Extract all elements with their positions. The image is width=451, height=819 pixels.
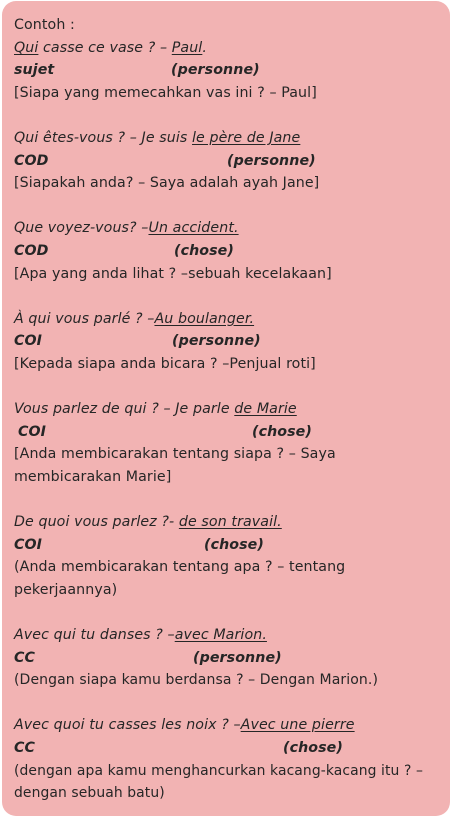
type-4: (personne) <box>172 333 261 350</box>
answer-1: Paul <box>171 39 203 56</box>
function-2: COD <box>14 152 49 169</box>
question-3: Que voyez-vous? –Un accident. <box>14 220 239 237</box>
answer-2: le père de Jane <box>192 129 301 146</box>
type-2: (personne) <box>227 152 316 169</box>
label-7 <box>14 647 444 670</box>
label-3 <box>14 240 444 263</box>
translation-4: [Kepada siapa anda bicara ? –Penjual roti] <box>14 355 316 372</box>
title: Contoh : <box>14 17 75 33</box>
label-8 <box>14 737 444 760</box>
translation-3: [Apa yang anda lihat ? –sebuah kecelakaan] <box>14 265 332 282</box>
label-4 <box>14 330 444 353</box>
function-6: COI <box>14 536 43 553</box>
label-1 <box>14 59 444 82</box>
label-6 <box>14 534 444 557</box>
translation-5: [Anda membicarakan tentang siapa ? – Saya membicarakan Marie] <box>14 446 336 485</box>
answer-4: Au boulanger. <box>154 310 255 327</box>
function-8: CC <box>14 740 36 756</box>
translation-7: (Dengan siapa kamu berdansa ? – Dengan Marion.) <box>14 672 379 689</box>
type-3: (chose) <box>174 242 234 259</box>
question-8: Avec quoi tu casses les noix ? –Avec une pierre <box>14 717 355 734</box>
translation-1: [Siapa yang memecahkan vas ini ? – Paul] <box>14 84 317 101</box>
question-1: Qui casse ce vase ? – Paul. <box>14 39 207 56</box>
function-3: COD <box>14 242 49 259</box>
function-5: COI <box>18 423 47 440</box>
type-8: (chose) <box>283 740 343 756</box>
answer-3: Un accident. <box>148 220 239 237</box>
function-1: sujet <box>14 62 55 79</box>
type-1: (personne) <box>171 62 260 79</box>
type-6: (chose) <box>204 536 264 553</box>
answer-6: de son travail. <box>178 514 282 531</box>
question-2: Qui êtes-vous ? – Je suis le père de Jane <box>14 129 301 146</box>
translation-2: [Siapakah anda? – Saya adalah ayah Jane] <box>14 175 320 192</box>
label-5 <box>14 421 444 444</box>
answer-5: de Marie <box>234 401 297 418</box>
label-2 <box>14 150 444 173</box>
answer-7: avec Marion. <box>174 627 267 644</box>
example-card <box>2 1 450 816</box>
translation-8: (dengan apa kamu menghancurkan kacang-kacang itu ? – dengan sebuah batu) <box>14 762 424 802</box>
translation-6: (Anda membicarakan tentang apa ? – tentang pekerjaannya) <box>14 559 346 598</box>
question-6: De quoi vous parlez ?- de son travail. <box>14 514 282 531</box>
function-7: CC <box>14 649 36 666</box>
type-5: (chose) <box>252 423 312 440</box>
question-5: Vous parlez de qui ? – Je parle de Marie <box>14 401 297 418</box>
question-1-subject: Qui <box>14 39 39 56</box>
function-4: COI <box>14 333 43 350</box>
type-7: (personne) <box>193 649 282 666</box>
question-7: Avec qui tu danses ? –avec Marion. <box>14 627 267 644</box>
question-4: À qui vous parlé ? –Au boulanger. <box>14 310 255 327</box>
answer-8: Avec une pierre <box>240 717 355 734</box>
